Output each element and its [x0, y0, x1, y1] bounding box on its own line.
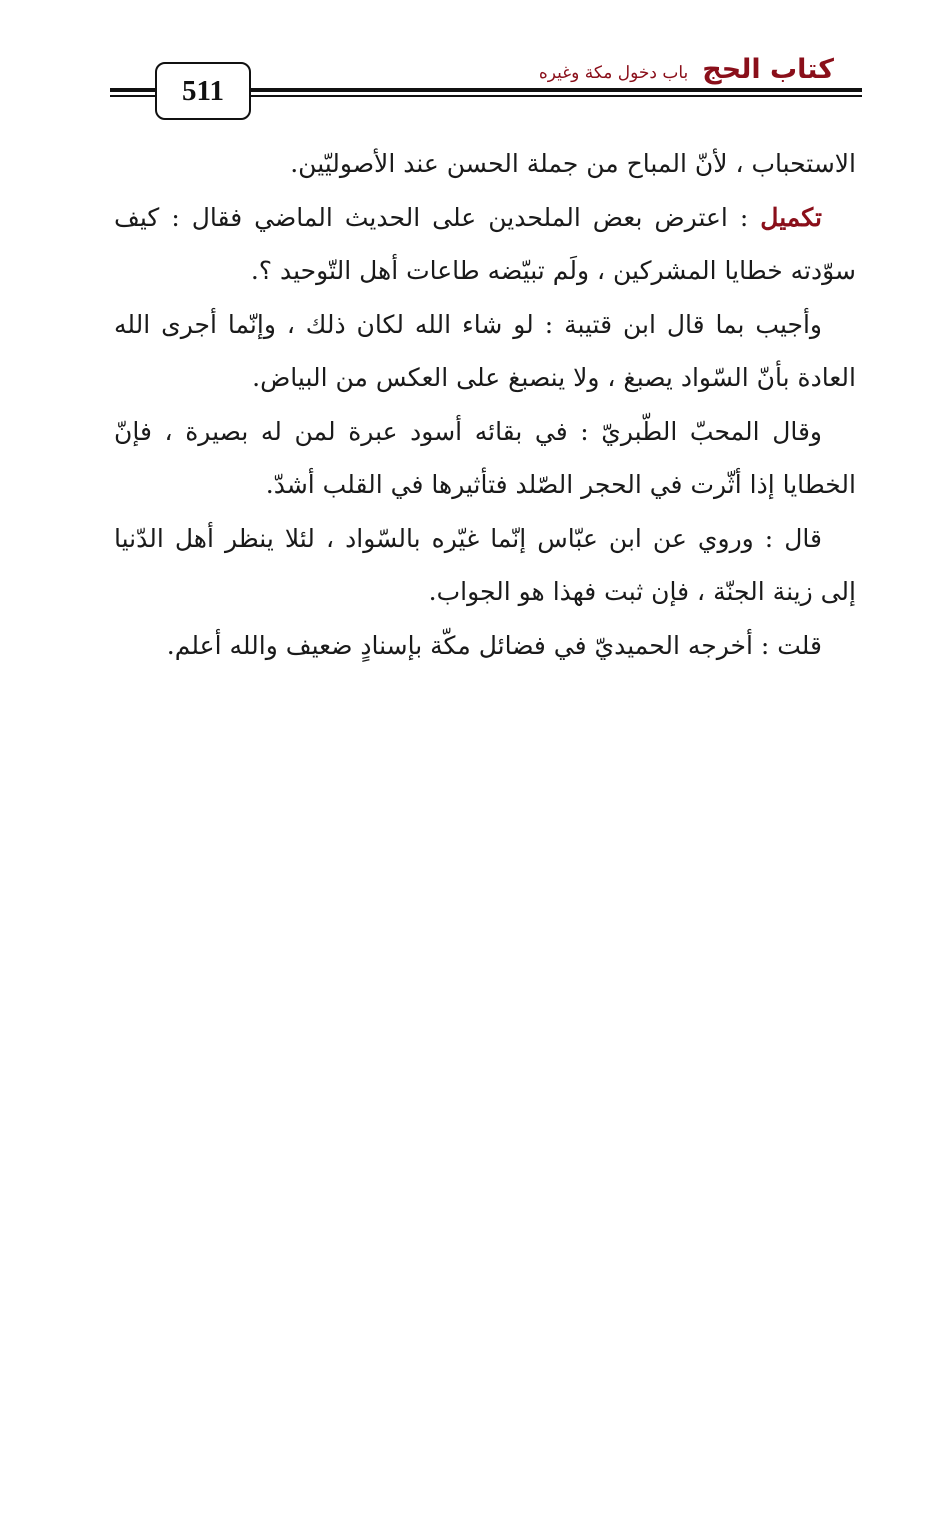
page-number: 511 — [155, 62, 251, 120]
paragraph-5 — [114, 512, 856, 619]
paragraph-1 — [114, 137, 856, 191]
paragraph-text: وقال المحبّ الطّبريّ : في بقائه أسود عبرة لمن له بصيرة ، فإنّ الخطايا إذا أثّرت في الحجر الصّلد فتأثيرها في القلب أشدّ. — [114, 416, 856, 499]
running-head — [539, 54, 834, 85]
paragraph-2 — [114, 191, 856, 298]
page-header — [110, 40, 862, 130]
paragraph-4 — [114, 405, 856, 512]
page-body — [114, 137, 856, 672]
paragraph-text: : اعترض بعض الملحدين على الحديث الماضي فقال : كيف سوّدته خطايا المشركين ، ولَم تبيّضه طاعات أهل التّوحيد ؟. — [114, 202, 856, 285]
paragraph-text: قلت : أخرجه الحميديّ في فضائل مكّة بإسنادٍ ضعيف والله أعلم. — [166, 630, 822, 660]
chapter-title: باب دخول مكة وغيره — [538, 63, 689, 83]
section-term: تكميل — [760, 202, 822, 232]
paragraph-text: الاستحباب ، لأنّ المباح من جملة الحسن عند الأصوليّين. — [290, 149, 856, 178]
paragraph-6 — [114, 619, 856, 673]
paragraph-3 — [114, 298, 856, 405]
paragraph-text: وأجيب بما قال ابن قتيبة : لو شاء الله لكان ذلك ، وإنّما أجرى الله العادة بأنّ السّواد يصبغ ، ولا ينصبغ على العكس من البياض. — [114, 309, 856, 392]
book-title: كتاب الحج — [702, 54, 834, 85]
paragraph-text: قال : وروي عن ابن عبّاس إنّما غيّره بالسّواد ، لئلا ينظر أهل الدّنيا إلى زينة الجنّة ، فإن ثبت فهذا هو الجواب. — [114, 523, 856, 606]
